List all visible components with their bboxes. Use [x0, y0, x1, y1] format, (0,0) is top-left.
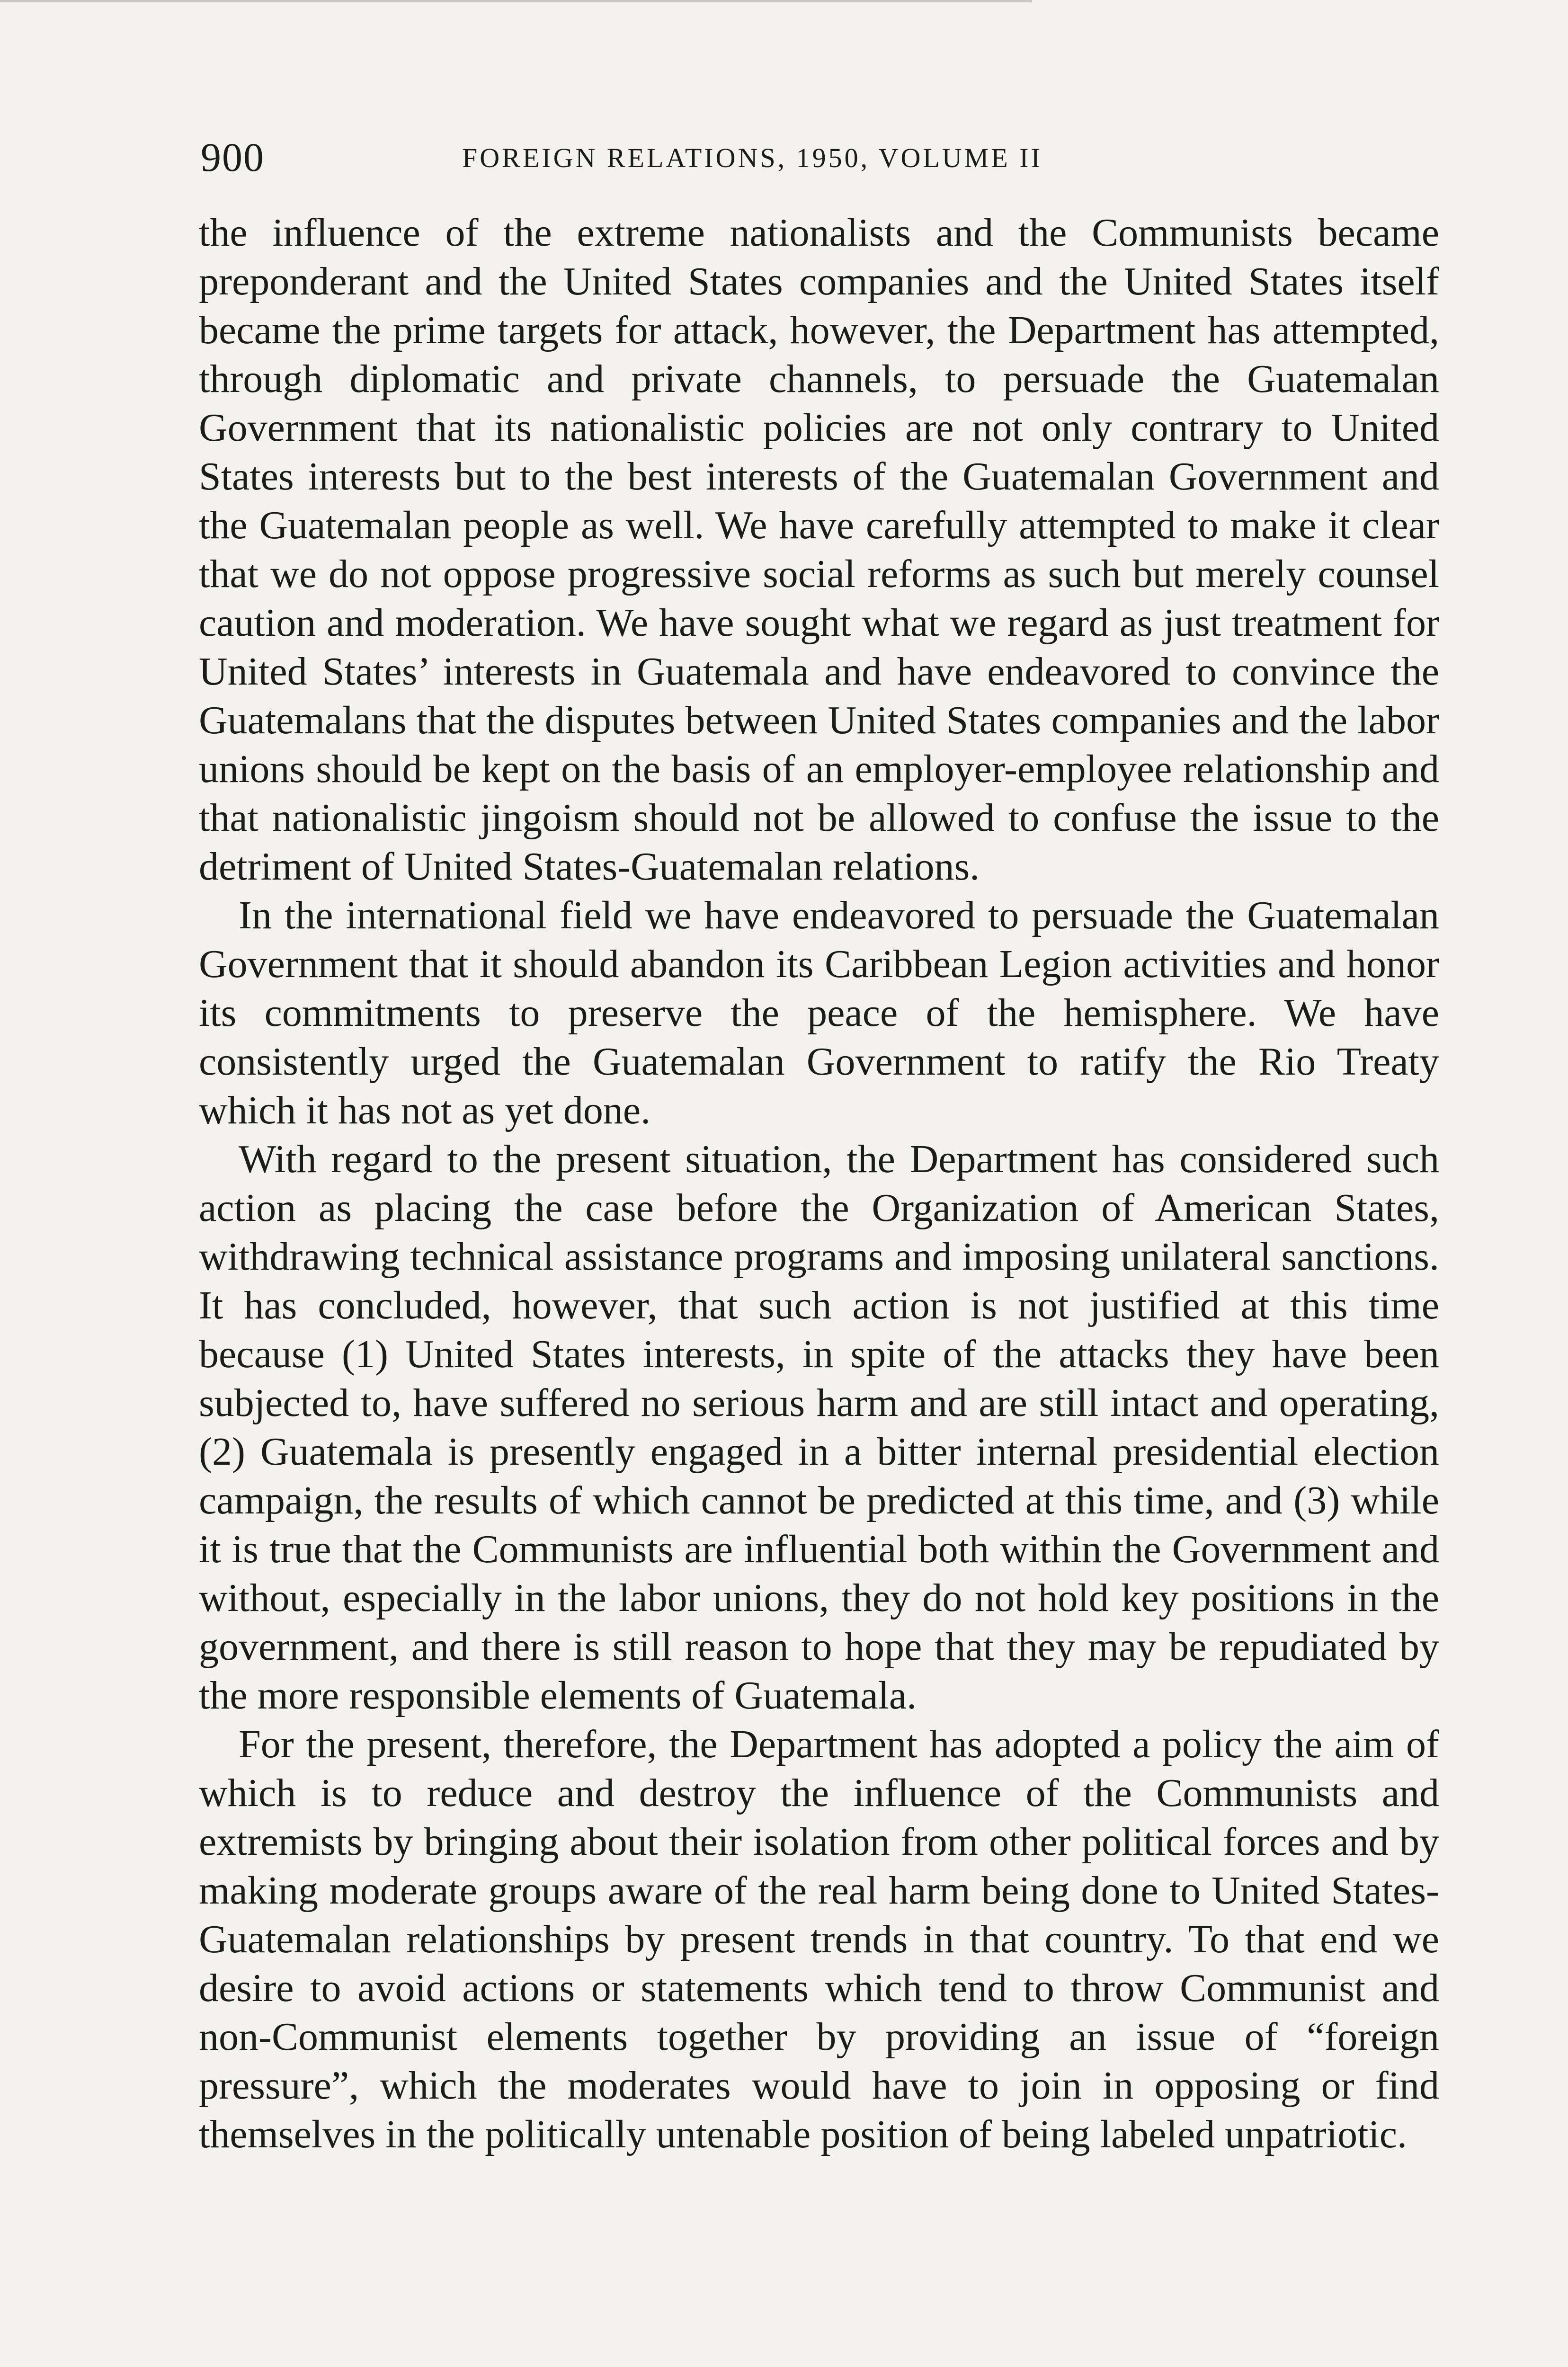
page-header	[201, 129, 1460, 186]
document-body	[199, 208, 1439, 2159]
page-number: 900	[201, 134, 265, 180]
paragraph-present-situation: With regard to the present situation, the Department has considered such action as placing the case before the Organization of American States, withdrawing technical assistance programs and imposing unilateral sanctions. It has concluded, however, that such action is not justified at this time because (1) United States interests, in spite of the attacks they have been subjected to, have suffered no serious harm and are still intact and operating, (2) Guatemala is presently engaged in a bitter internal presidential election campaign, the results of which cannot be predicted at this time, and (3) while it is true that the Communists are influential both within the Government and without, especially in the labor unions, they do not hold key positions in the government, and there is still reason to hope that they may be repudiated by the more responsible elements of Guatemala.	[199, 1137, 1439, 1717]
paragraph-international-field: In the international field we have endeavored to persuade the Guatemalan Government that it should abandon its Caribbean Legion activities and honor its commitments to preserve the peace of the hemisphere. We have consistently urged the Guatemalan Government to ratify the Rio Treaty which it has not as yet done.	[199, 893, 1439, 1132]
paragraph-continued: the influence of the extreme nationalists and the Communists became preponderant and the United States companies and the United States itself became the prime targets for attack, however, the Department has attempted, through diplomatic and private channels, to persuade the Guatemalan Government that its nationalistic policies are not only contrary to United States interests but to the best interests of the Guatemalan Government and the Guatemalan people as well. We have carefully attempted to make it clear that we do not oppose progressive social reforms as such but merely counsel caution and moderation. We have sought what we regard as just treatment for United States’ interests in Guatemala and have endeavored to convince the Guatemalans that the disputes between United States companies and the labor unions should be kept on the basis of an employer-employee relationship and that nationalistic jingoism should not be allowed to confuse the issue to the detriment of United States-Guatemalan relations.	[199, 211, 1439, 889]
running-head: FOREIGN RELATIONS, 1950, VOLUME II	[462, 142, 1042, 173]
top-edge-rule	[0, 0, 1032, 2]
paragraph-department-policy: For the present, therefore, the Department has adopted a policy the aim of which is to reduce and destroy the influence of the Communists and extremists by bringing about their isolation from other political forces and by making moderate groups aware of the real harm being done to United States-Guatemalan relationships by present trends in that country. To that end we desire to avoid actions or statements which tend to throw Communist and non-Communist elements together by providing an issue of “foreign pressure”, which the moderates would have to join in opposing or find themselves in the politically untenable position of being labeled unpatriotic.	[199, 1722, 1439, 2156]
